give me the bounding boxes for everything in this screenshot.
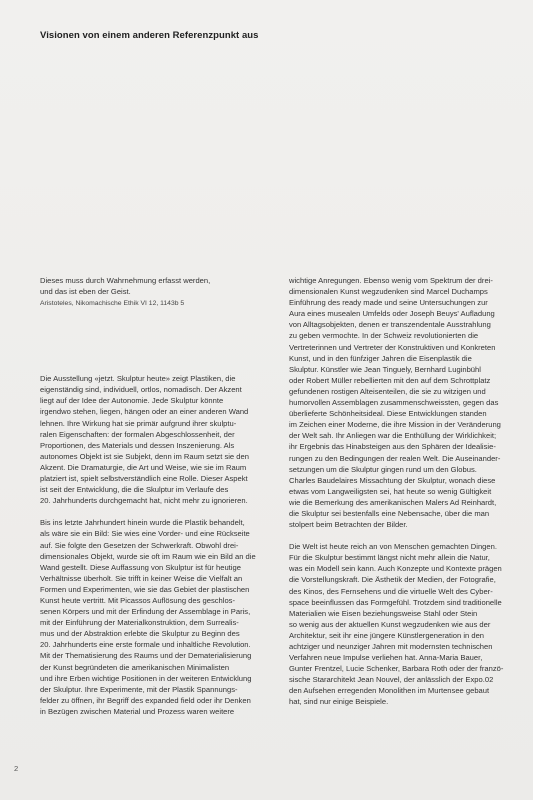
text-line: Skulptur. Künstler wie Jean Tinguely, Bernhard Luginbühl bbox=[289, 364, 481, 374]
text-line: mus und der Abstraktion erlebte die Skulptur zu Beginn des bbox=[40, 629, 240, 639]
text-line: 20. Jahrhunderts durchgemacht hat, nicht mehr zu ignorieren. bbox=[40, 496, 248, 506]
text-line: mit der Einführung der Materialkonstruktion, dem Surrealis- bbox=[40, 618, 239, 628]
text-line: senen Körpers und mit der Erfindung der Assemblage in Paris, bbox=[40, 607, 251, 617]
text-line: Kunst heute vertritt. Mit Picassos Auflösung des geschlos- bbox=[40, 595, 236, 605]
text-line: platziert ist, spielt selbstverständlich eine Rolle. Dieser Aspekt bbox=[40, 474, 248, 484]
text-line: Gunter Frentzel, Lucie Schenker, Barbara Roth oder der franzö- bbox=[289, 664, 504, 674]
text-line: Kunst, und in den fünfziger Jahren die Eisenplastik die bbox=[289, 353, 472, 363]
quote-line: Dieses muss durch Wahrnehmung erfasst werden, bbox=[40, 276, 211, 285]
text-line: Verfahren neue Impulse verliehen hat. Anna-Maria Bauer, bbox=[289, 653, 483, 663]
text-line: als wäre sie ein Bild: Sie wies eine Vorder- und eine Rückseite bbox=[40, 529, 250, 539]
text-line: Vertreterinnen und Vertreter der Konstruktiven und Konkreten bbox=[289, 342, 496, 352]
text-line: sische Stararchitekt Jean Nouvel, der anlässlich der Expo.02 bbox=[289, 675, 494, 685]
text-line: Für die Skulptur bestimmt längst nicht mehr allein die Natur, bbox=[289, 553, 490, 563]
right-paragraph-2 bbox=[289, 541, 527, 707]
epigraph-quote bbox=[40, 275, 272, 297]
left-paragraph-1 bbox=[40, 373, 272, 506]
text-line: der Kunst begründeten die amerikanischen Minimalisten bbox=[40, 662, 230, 672]
right-paragraph-1 bbox=[289, 275, 527, 530]
text-line: wie die Bemerkung des amerikanischen Malers Ad Reinhardt, bbox=[289, 497, 497, 507]
text-line: so wenig aus der aktuellen Kunst wegzudenken wie aus der bbox=[289, 619, 491, 629]
text-line: eigenständig sind, individuell, ortlos, nomadisch. Der Akzent bbox=[40, 385, 242, 395]
text-line: Charles Baudelaires Missachtung der Skulptur, wonach diese bbox=[289, 475, 496, 485]
text-line: in Bezügen zwischen Material und Prozess waren weitere bbox=[40, 706, 235, 716]
left-paragraph-2 bbox=[40, 517, 272, 717]
text-line: die Skulptur sei bestenfalls eine Nebensache, über die man bbox=[289, 508, 490, 518]
text-line: achtziger und neunziger Jahren mit modernsten technischen bbox=[289, 642, 493, 651]
text-line: Aura eines musealen Umfelds oder Joseph Beuys' Aufladung bbox=[289, 309, 495, 319]
left-column bbox=[40, 275, 272, 717]
right-column bbox=[289, 275, 527, 708]
text-line: Bis ins letzte Jahrhundert hinein wurde die Plastik behandelt, bbox=[40, 518, 245, 528]
text-line: der Skulptur. Ihre Experimente, mit der Plastik Spannungs- bbox=[40, 684, 238, 694]
text-line: zu geben vermochte. In der Schweiz revolutionierten die bbox=[289, 331, 479, 341]
text-line: von Alltagsobjekten, denen er transzendentale Ausstrahlung bbox=[289, 320, 491, 330]
text-line: gefundenen rostigen Alteisenteilen, die sie zu witzigen und bbox=[289, 386, 486, 396]
text-line: Die Welt ist heute reich an von Menschen gemachten Dingen. bbox=[289, 542, 497, 552]
text-line: was ein Modell sein kann. Auch Konzepte und Kontexte prägen bbox=[289, 564, 502, 574]
text-line: und ihre Erben wichtige Positionen in der weiteren Entwicklung bbox=[40, 673, 252, 683]
page-number: 2 bbox=[14, 764, 19, 773]
text-line: des Kinos, des Fernsehens und die virtuelle Welt des Cyber- bbox=[289, 586, 493, 596]
text-line: Die Ausstellung «jetzt. Skulptur heute» zeigt Plastiken, die bbox=[40, 374, 236, 384]
text-line: Verhältnisse überholt. Sie trifft in keiner Weise die Vielfalt an bbox=[40, 573, 243, 583]
text-line: oder Robert Müller rebellierten mit den auf dem Schrottplatz bbox=[289, 375, 491, 385]
text-line: 20. Jahrhunderts eine erste formale und inhaltliche Revolution. bbox=[40, 640, 251, 650]
text-line: autonomes Objekt ist sie Subjekt, denn im Raum setzt sie den bbox=[40, 451, 249, 461]
text-line: Wand gestellt. Diese Auffassung von Skulptur ist für heutige bbox=[40, 562, 241, 572]
page-header-title: Visionen von einem anderen Referenzpunkt aus bbox=[40, 30, 259, 41]
text-line: ist seit der Entwicklung, die die Skulptur im Verlaufe des bbox=[40, 485, 229, 495]
text-line: den Aufsehen erregenden Monolithen im Murtensee gebaut bbox=[289, 686, 490, 696]
text-line: ralen Eigenschaften: der formalen Abgeschlossenheit, der bbox=[40, 429, 235, 439]
epigraph-source: Aristoteles, Nikomachische Ethik VI 12, 1143b 5 bbox=[40, 300, 185, 308]
text-line: stolpert beim Betrachten der Bilder. bbox=[289, 520, 408, 530]
quote-line: und das ist eben der Geist. bbox=[40, 287, 131, 297]
text-line: im Zeichen einer Moderne, die ihre Mission in der Veränderung bbox=[289, 420, 501, 430]
text-line: der Welt sah. Ihr Anliegen war die Enthüllung der Wirklichkeit; bbox=[289, 431, 497, 441]
text-line: Akzent. Die Dramaturgie, die Art und Weise, wie sie im Raum bbox=[40, 462, 247, 472]
text-line: space beeinflussen das Formgefühl. Trotzdem sind traditionelle bbox=[289, 597, 502, 607]
text-line: humorvollen Assemblagen zusammenschweissten, gegen das bbox=[289, 398, 499, 408]
text-line: Einführung des ready made und seine Untersuchungen zur bbox=[289, 298, 488, 308]
text-line: auf. Sie folgte den Gesetzen der Schwerkraft. Obwohl drei- bbox=[40, 540, 239, 550]
text-line: rungen zu den Bedingungen der realen Welt. Die Auseinander- bbox=[289, 453, 501, 463]
text-line: überlieferte Schönheitsideal. Diese Entwicklungen standen bbox=[289, 409, 487, 419]
text-line: lehnen. Ihre Wirkung hat sie primär aufgrund ihrer skulptu- bbox=[40, 418, 237, 428]
text-line: Materialien wie Eisen beziehungsweise Stahl oder Stein bbox=[289, 608, 478, 618]
text-line: setzungen um die Skulptur gingen rund um den Globus. bbox=[289, 464, 477, 474]
text-line: die Vorstellungskraft. Die Ästhetik der Medien, der Fotografie, bbox=[289, 575, 496, 585]
text-line: Proportionen, des Materials und dessen Inszenierung. Als bbox=[40, 440, 235, 450]
text-line: felder zu öffnen, ihr Begriff des expanded field oder ihr Denken bbox=[40, 695, 251, 705]
text-line: irgendwo stehen, liegen, hängen oder an einer anderen Wand bbox=[40, 407, 249, 417]
text-line: etwas vom Langweiligsten sei, hat heute so wenig Gültigkeit bbox=[289, 486, 492, 496]
text-line: Architektur, seit ihr eine jüngere Künstlergeneration in den bbox=[289, 630, 485, 640]
text-line: dimensionalen Kunst wegzudenken sind Marcel Duchamps bbox=[289, 287, 488, 297]
text-line: Mit der Thematisierung des Raums und der Dematerialisierung bbox=[40, 651, 252, 661]
text-line: ihr Ergebnis das Hinabsteigen aus den Sphären der Idealisie- bbox=[289, 442, 496, 452]
text-line: Formen und Experimenten, wie sie das Gebiet der plastischen bbox=[40, 584, 250, 594]
text-line: wichtige Anregungen. Ebenso wenig vom Spektrum der drei- bbox=[289, 276, 493, 285]
text-line: liegt auf der Idee der Autonomie. Jede Skulptur könnte bbox=[40, 396, 224, 406]
text-line: dimensionales Objekt, wurde sie oft im Raum wie ein Bild an die bbox=[40, 551, 256, 561]
text-line: hat, sind nur einige Beispiele. bbox=[289, 697, 389, 707]
